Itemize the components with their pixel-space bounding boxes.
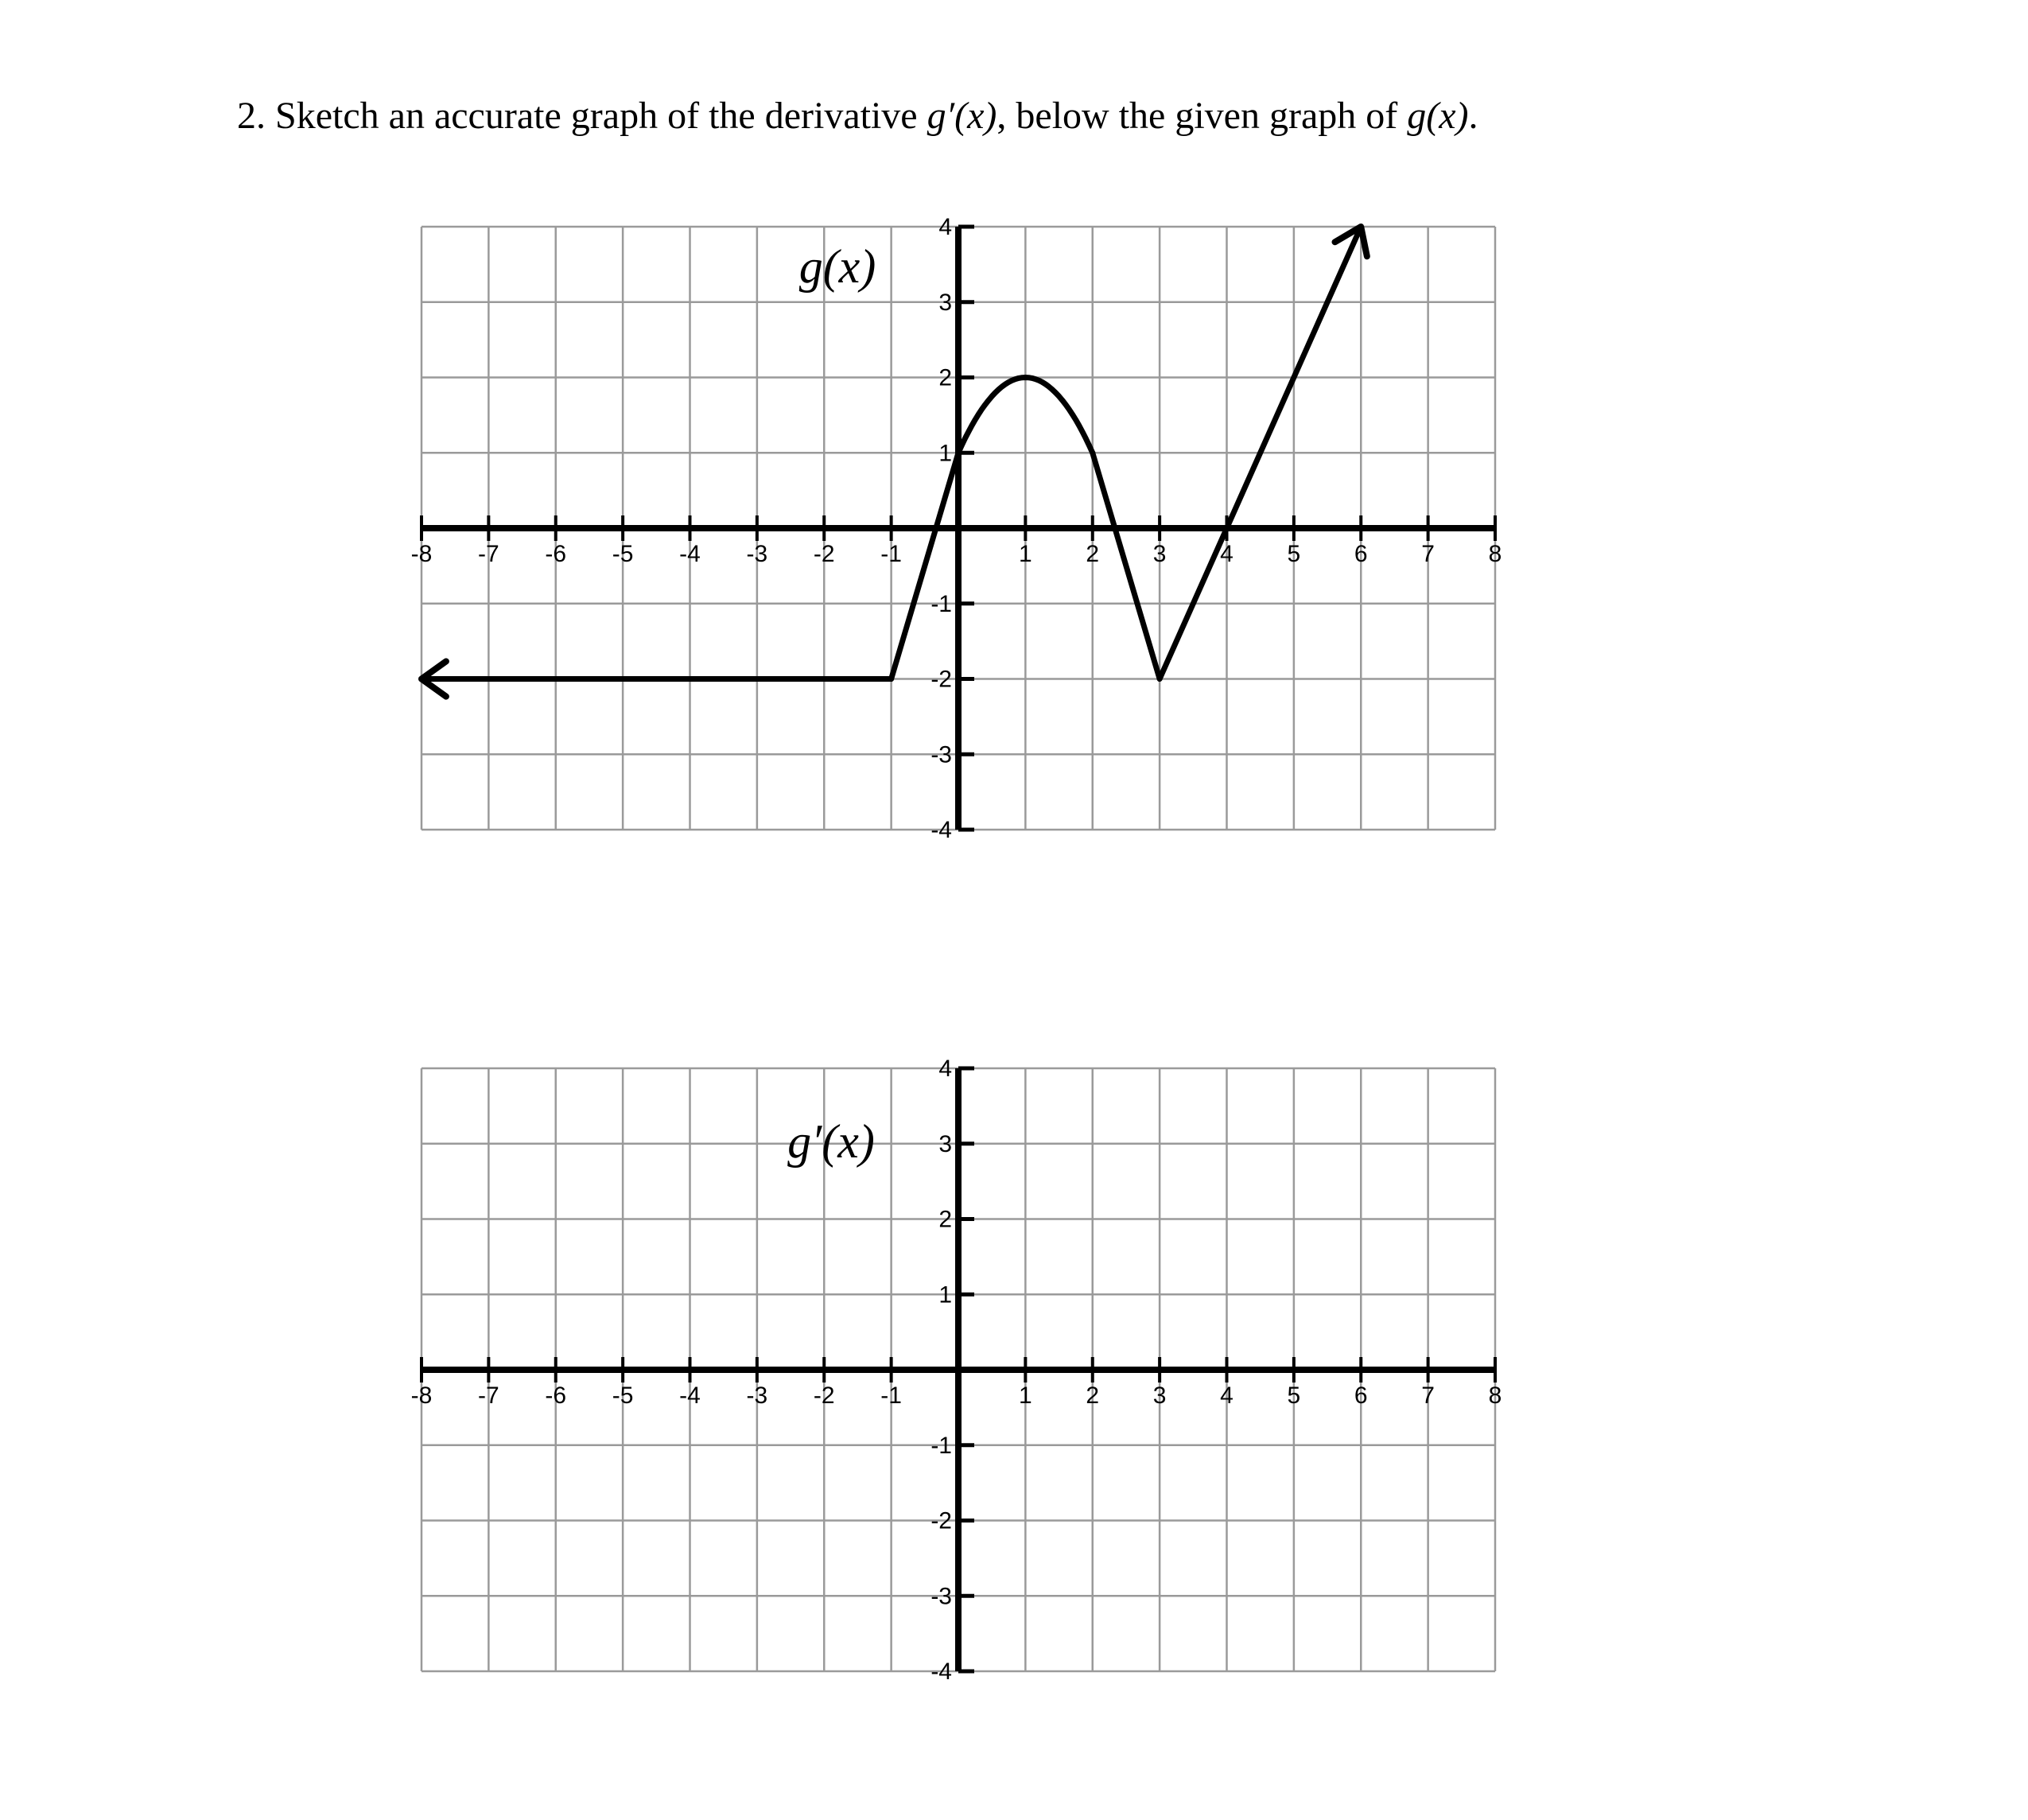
y-tick-label: -3	[930, 741, 952, 768]
y-tick-label: -2	[930, 1507, 952, 1534]
x-tick-label: -5	[612, 1382, 634, 1409]
x-tick-label: 3	[1152, 1382, 1167, 1409]
x-tick-label: 4	[1220, 541, 1234, 567]
x-tick-label: 2	[1086, 1382, 1100, 1409]
y-tick-label: 1	[938, 1281, 952, 1309]
x-tick-label: 3	[1152, 541, 1167, 567]
y-tick-label: -4	[930, 817, 952, 843]
x-tick-label: 4	[1220, 1382, 1234, 1409]
y-tick-label: 4	[938, 214, 952, 240]
x-tick-label: 5	[1287, 1382, 1301, 1409]
y-tick-label: 3	[938, 1130, 952, 1157]
x-tick-label: -5	[612, 541, 634, 567]
x-tick-label: -4	[679, 1382, 701, 1409]
y-tick-label: -1	[930, 1432, 952, 1459]
x-tick-label: 7	[1421, 541, 1435, 567]
x-tick-label: -8	[410, 1382, 433, 1409]
y-tick-label: -1	[930, 590, 952, 617]
x-tick-label: 8	[1488, 541, 1502, 567]
x-tick-label: 6	[1354, 541, 1368, 567]
x-tick-label: -7	[478, 1382, 499, 1409]
y-tick-label: 1	[938, 440, 952, 467]
function-label: g(x)	[798, 240, 876, 293]
x-tick-label: -7	[478, 541, 499, 567]
x-tick-label: 5	[1287, 541, 1301, 567]
x-tick-label: -1	[880, 541, 902, 567]
x-tick-label: 1	[1019, 541, 1032, 567]
function-notation: g(x)	[1407, 95, 1469, 137]
y-tick-label: -3	[930, 1583, 952, 1610]
y-tick-label: -2	[930, 666, 952, 693]
x-tick-label: 6	[1354, 1382, 1368, 1409]
question-text-middle: , below the given graph of	[997, 95, 1398, 137]
question-text-end: .	[1468, 95, 1478, 137]
y-tick-label: 2	[938, 1206, 952, 1233]
x-tick-label: -6	[545, 1382, 567, 1409]
x-tick-label: 1	[1019, 1382, 1032, 1409]
x-tick-label: -3	[746, 1382, 768, 1409]
derivative-notation: g′(x)	[927, 95, 997, 137]
y-tick-label: 2	[938, 364, 952, 391]
x-tick-label: 7	[1421, 1382, 1435, 1409]
y-tick-label: 3	[938, 289, 952, 316]
x-tick-label: -1	[880, 1382, 902, 1409]
x-tick-label: -2	[813, 1382, 835, 1409]
x-tick-label: 8	[1488, 1382, 1502, 1409]
x-tick-label: -2	[813, 541, 835, 567]
question-number: 2.	[237, 95, 266, 137]
x-tick-label: -8	[410, 541, 433, 567]
x-tick-label: -3	[746, 541, 768, 567]
question-text-before: Sketch an accurate graph of the derivative	[275, 95, 918, 137]
x-tick-label: -6	[545, 541, 567, 567]
y-tick-label: -4	[930, 1659, 952, 1685]
function-label: g′(x)	[787, 1115, 875, 1168]
y-tick-label: 4	[938, 1056, 952, 1082]
x-tick-label: 2	[1086, 541, 1100, 567]
x-tick-label: -4	[679, 541, 701, 567]
